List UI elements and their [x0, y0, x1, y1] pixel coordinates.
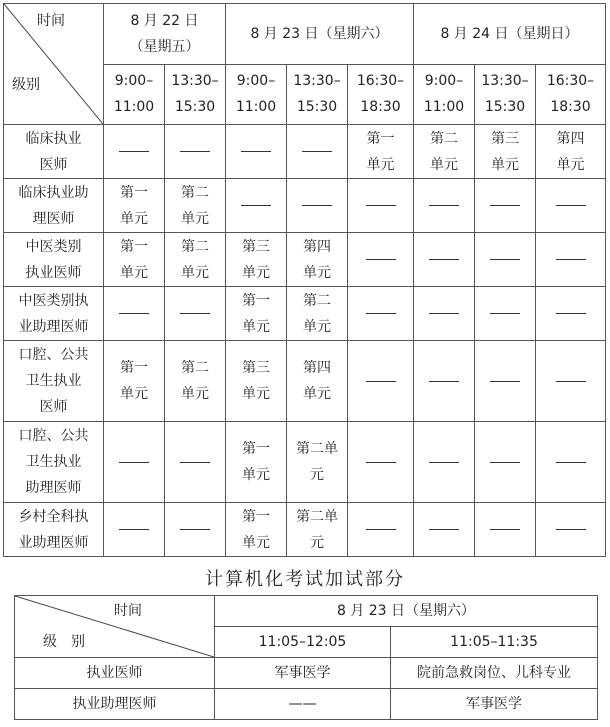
- level-name-line: 乡村全科执: [18, 508, 89, 525]
- level-name-line: 口腔、公共: [18, 428, 89, 444]
- extra-level-name: 执业医师: [15, 658, 215, 689]
- exam-unit-line: 单元: [430, 156, 458, 173]
- no-exam-dash: [429, 313, 459, 314]
- extra-corner: [15, 596, 215, 658]
- time-slot: [414, 64, 475, 125]
- no-exam-dash: [180, 462, 210, 463]
- level-name-line: 业助理医师: [18, 534, 89, 551]
- exam-unit-line: 第一: [242, 508, 270, 525]
- exam-unit-line: 单元: [181, 210, 209, 227]
- schedule-cell: [165, 503, 226, 557]
- exam-unit-line: 单元: [242, 467, 270, 483]
- time-slot-line: 13:30–: [481, 73, 529, 90]
- exam-unit-line: 第四: [303, 360, 331, 376]
- schedule-cell: [104, 179, 165, 233]
- exam-unit-line: 单元: [181, 264, 209, 281]
- exam-unit-line: 第四: [303, 238, 331, 255]
- schedule-cell: [287, 341, 348, 422]
- schedule-cell: [226, 341, 287, 422]
- schedule-cell: [287, 233, 348, 287]
- exam-unit-line: 单元: [303, 318, 331, 335]
- no-exam-dash: [241, 151, 271, 152]
- level-name: [4, 341, 104, 422]
- no-exam-dash: [556, 259, 586, 260]
- schedule-cell: [226, 422, 287, 503]
- level-name: [4, 125, 104, 179]
- time-slot: [226, 64, 287, 125]
- no-exam-dash: [490, 313, 520, 314]
- schedule-cell: [104, 341, 165, 422]
- table-row: [4, 341, 606, 422]
- schedule-cell: [348, 179, 414, 233]
- time-slot-line: 9:00–: [114, 73, 154, 90]
- table-row: [4, 422, 606, 503]
- extra-section-title: 计算机化考试加试部分: [205, 569, 405, 590]
- schedule-cell: [536, 422, 606, 503]
- schedule-cell: [414, 503, 475, 557]
- date-weekday: （星期五）: [129, 38, 200, 55]
- schedule-cell: [536, 179, 606, 233]
- extra-row: [15, 658, 598, 689]
- no-exam-dash: [119, 462, 149, 463]
- no-exam-dash: [490, 462, 520, 463]
- exam-unit-line: 第一: [120, 184, 148, 201]
- exam-unit-line: 第一: [120, 360, 148, 376]
- schedule-cell: [536, 287, 606, 341]
- schedule-cell: [348, 503, 414, 557]
- level-name-line: 医师: [39, 399, 68, 415]
- schedule-cell: [414, 287, 475, 341]
- schedule-cell: [475, 503, 536, 557]
- extra-cell: 院前急救岗位、儿科专业: [391, 658, 598, 689]
- exam-unit-line: 单元: [242, 264, 270, 281]
- extra-time-slot: 11:05–12:05: [215, 627, 391, 658]
- schedule-cell: [348, 233, 414, 287]
- no-exam-dash: [490, 381, 520, 382]
- time-slot-line: 16:30–: [356, 73, 405, 90]
- date-label: 8 月 23 日（星期六）: [250, 25, 389, 42]
- no-exam-dash: [490, 205, 520, 206]
- no-exam-dash: [556, 462, 586, 463]
- time-slot-line: 9:00–: [236, 73, 276, 90]
- no-exam-dash: [366, 259, 396, 260]
- level-name-line: 执业医师: [25, 264, 82, 281]
- schedule-cell: [226, 125, 287, 179]
- schedule-cell: [165, 287, 226, 341]
- time-slot-line: 18:30: [550, 99, 591, 116]
- time-slot-line: 15:30: [296, 99, 338, 116]
- no-exam-dash: [429, 205, 459, 206]
- exam-unit-line: 单元: [242, 386, 270, 402]
- schedule-cell: [165, 341, 226, 422]
- schedule-cell: [226, 233, 287, 287]
- no-exam-dash: [556, 529, 586, 530]
- exam-unit-line: 单元: [556, 156, 585, 173]
- level-name: [4, 503, 104, 557]
- exam-unit-line: 第一: [242, 292, 270, 309]
- time-slot: [348, 64, 414, 125]
- exam-unit-line: 第二: [181, 238, 209, 255]
- level-name: [4, 287, 104, 341]
- exam-schedule-table: [3, 3, 606, 557]
- exam-unit-line: 第一: [242, 441, 270, 457]
- schedule-cell: [414, 233, 475, 287]
- main-corner-bottom: 级别: [12, 77, 40, 93]
- time-slot: [287, 64, 348, 125]
- exam-unit-line: 单元: [120, 264, 148, 281]
- date-header: [414, 4, 606, 65]
- date-header: [226, 4, 414, 65]
- extra-exam-table: [14, 595, 598, 720]
- schedule-cell: [165, 233, 226, 287]
- exam-unit-line: 单元: [242, 534, 270, 551]
- time-slot: [475, 64, 536, 125]
- no-exam-dash: [366, 205, 396, 206]
- schedule-cell: [475, 422, 536, 503]
- exam-unit-line: 单元: [120, 210, 148, 227]
- schedule-cell: [475, 287, 536, 341]
- schedule-cell: [475, 179, 536, 233]
- table-row: [4, 179, 606, 233]
- exam-unit-line: 元: [310, 534, 324, 551]
- schedule-cell: [287, 179, 348, 233]
- schedule-cell: [165, 422, 226, 503]
- time-slot-line: 13:30–: [293, 73, 341, 90]
- time-slot-line: 18:30: [360, 99, 401, 116]
- extra-row: [15, 689, 598, 720]
- time-slot-line: 11:00: [113, 99, 155, 116]
- exam-unit-line: 第二: [430, 130, 458, 147]
- no-exam-dash: [366, 529, 396, 530]
- schedule-cell: [536, 233, 606, 287]
- exam-unit-line: 单元: [120, 386, 148, 402]
- date-label: 8 月 22 日: [130, 12, 199, 29]
- time-slot-line: 11:00: [235, 99, 277, 116]
- schedule-cell: [104, 503, 165, 557]
- schedule-cell: [104, 125, 165, 179]
- schedule-cell: [348, 287, 414, 341]
- exam-unit-line: 第二: [303, 292, 331, 309]
- no-exam-dash: [119, 151, 149, 152]
- extra-cell: 军事医学: [391, 689, 598, 720]
- header-corner: [4, 4, 104, 125]
- extra-corner-top: 时间: [114, 603, 142, 619]
- extra-header-date: [15, 596, 598, 627]
- no-exam-dash: [429, 381, 459, 382]
- no-exam-dash: [366, 313, 396, 314]
- schedule-cell: [536, 341, 606, 422]
- schedule-cell: [226, 179, 287, 233]
- exam-unit-line: 第三: [242, 360, 270, 376]
- schedule-cell: [226, 503, 287, 557]
- no-exam-dash: [302, 205, 332, 206]
- no-exam-dash: [241, 205, 271, 206]
- exam-unit-line: 单元: [303, 386, 331, 402]
- exam-unit-line: 第二: [181, 360, 209, 376]
- no-exam-dash: [490, 529, 520, 530]
- level-name-line: 临床执业助: [18, 184, 89, 201]
- schedule-cell: [287, 422, 348, 503]
- schedule-cell: [287, 503, 348, 557]
- level-name: [4, 233, 104, 287]
- level-name-line: 中医类别: [25, 238, 82, 255]
- schedule-cell: [287, 287, 348, 341]
- schedule-cell: [104, 287, 165, 341]
- level-name: [4, 179, 104, 233]
- schedule-cell: [348, 422, 414, 503]
- exam-unit-line: 第四: [556, 130, 585, 147]
- time-slot: [104, 64, 165, 125]
- exam-unit-line: 单元: [491, 156, 519, 173]
- time-slot: [536, 64, 606, 125]
- level-name-line: 口腔、公共: [18, 347, 89, 363]
- exam-unit-line: 第一: [366, 130, 395, 147]
- no-exam-dash: [302, 151, 332, 152]
- level-name-line: 业助理医师: [18, 318, 89, 335]
- time-slot-line: 13:30–: [171, 73, 219, 90]
- exam-unit-line: 第一: [120, 238, 148, 255]
- schedule-cell: [348, 341, 414, 422]
- schedule-cell: [414, 422, 475, 503]
- time-slot-line: 15:30: [484, 99, 526, 116]
- schedule-cell: [414, 125, 475, 179]
- schedule-cell: [414, 179, 475, 233]
- schedule-cell: [165, 179, 226, 233]
- no-exam-dash: [180, 529, 210, 530]
- table-row: [4, 125, 606, 179]
- no-exam-dash: [556, 205, 586, 206]
- exam-unit-line: 单元: [366, 156, 395, 173]
- no-exam-dash: [366, 381, 396, 382]
- schedule-cell: [475, 341, 536, 422]
- exam-unit-line: 第三: [242, 238, 270, 255]
- extra-date: 8 月 23 日（星期六）: [215, 596, 598, 627]
- schedule-cell: [414, 341, 475, 422]
- level-name-line: 卫生执业: [25, 373, 82, 389]
- extra-level-name: 执业助理医师: [15, 689, 215, 720]
- no-exam-dash: [429, 259, 459, 260]
- time-slot-line: 15:30: [174, 99, 216, 116]
- exam-unit-line: 第二单: [296, 441, 338, 457]
- no-exam-dash: [366, 462, 396, 463]
- no-exam-dash: [429, 462, 459, 463]
- no-exam-dash: [119, 529, 149, 530]
- no-exam-dash: [119, 313, 149, 314]
- time-slot: [165, 64, 226, 125]
- table-row: [4, 287, 606, 341]
- header-row-dates: [4, 4, 606, 65]
- table-row: [4, 233, 606, 287]
- level-name: [4, 422, 104, 503]
- exam-unit-line: 单元: [303, 264, 331, 281]
- main-corner-top: 时间: [37, 13, 65, 29]
- level-name-line: 理医师: [32, 210, 75, 227]
- schedule-cell: [475, 233, 536, 287]
- exam-unit-line: 单元: [242, 318, 270, 335]
- time-slot-line: 9:00–: [424, 73, 464, 90]
- no-exam-dash: [429, 529, 459, 530]
- schedule-cell: [475, 125, 536, 179]
- schedule-cell: [536, 503, 606, 557]
- time-slot-line: 16:30–: [546, 73, 595, 90]
- level-name-line: 临床执业: [25, 130, 82, 147]
- no-exam-dash: [180, 313, 210, 314]
- schedule-cell: [165, 125, 226, 179]
- extra-time-slot: 11:05–11:35: [391, 627, 598, 658]
- no-exam-dash: [490, 259, 520, 260]
- schedule-cell: [104, 233, 165, 287]
- date-header: [104, 4, 226, 65]
- exam-unit-line: 第二: [181, 184, 209, 201]
- schedule-cell: [104, 422, 165, 503]
- exam-unit-line: 第三: [491, 130, 519, 147]
- schedule-cell: [536, 125, 606, 179]
- extra-cell: 军事医学: [215, 658, 391, 689]
- level-name-line: 医师: [39, 156, 68, 173]
- level-name-line: 助理医师: [25, 480, 82, 496]
- schedule-cell: [287, 125, 348, 179]
- extra-cell: ——: [215, 689, 391, 720]
- no-exam-dash: [556, 381, 586, 382]
- time-slot-line: 11:00: [423, 99, 465, 116]
- level-name-line: 卫生执业: [25, 454, 82, 470]
- date-label: 8 月 24 日（星期日）: [440, 25, 579, 42]
- extra-corner-bottom: 级 别: [43, 634, 85, 650]
- schedule-cell: [226, 287, 287, 341]
- exam-unit-line: 元: [310, 467, 324, 483]
- exam-unit-line: 第二单: [296, 508, 338, 525]
- exam-unit-line: 单元: [181, 386, 209, 402]
- no-exam-dash: [556, 313, 586, 314]
- schedule-cell: [348, 125, 414, 179]
- level-name-line: 中医类别执: [18, 292, 89, 309]
- no-exam-dash: [180, 151, 210, 152]
- table-row: [4, 503, 606, 557]
